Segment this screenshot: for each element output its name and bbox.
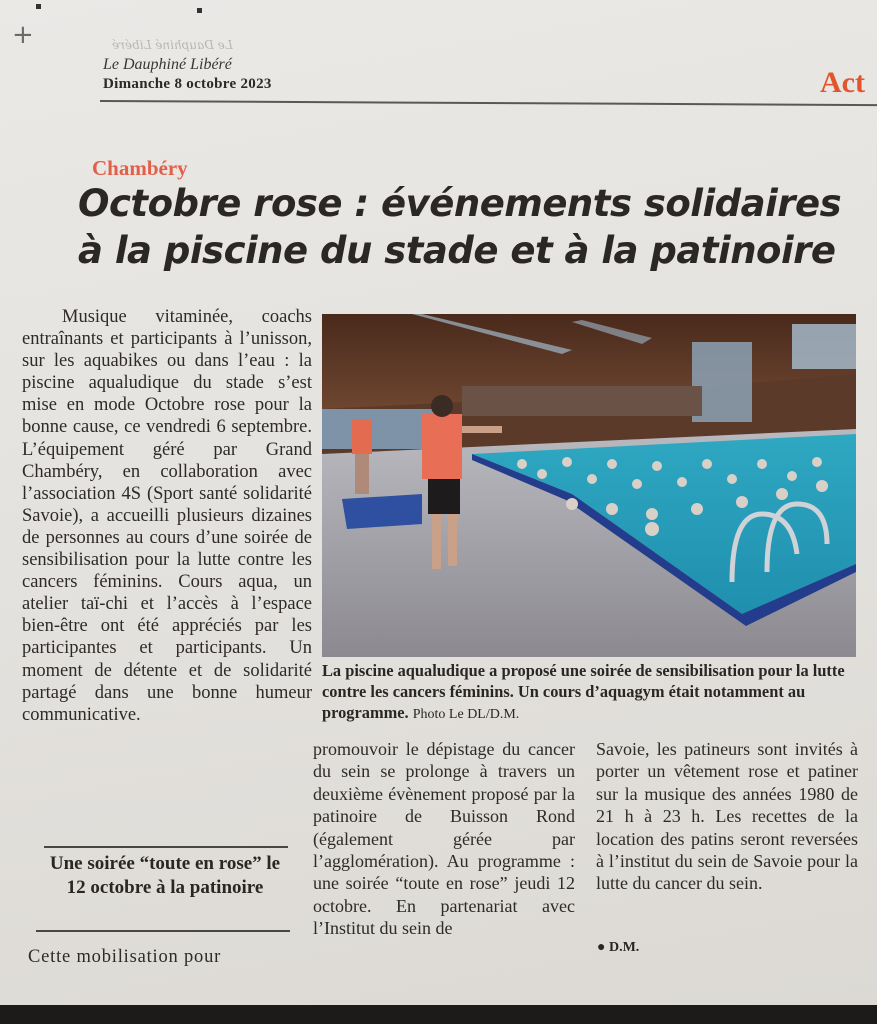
pool-photo: [322, 314, 856, 657]
photo-caption: [322, 660, 862, 725]
article-column-2: promouvoir le dépistage du cancer du sein se prolonge à travers un deuxième évènement proposé par la patinoire de Buisson Rond (également gérée par l’agglomération). Au programme : une soirée “toute en rose” jeudi 12 octobre. En partenariat avec l’Institut du sein de: [313, 739, 575, 939]
pool-photo-illustration: [322, 314, 856, 657]
bullet-icon: ●: [597, 940, 606, 955]
section-tag: Act: [820, 66, 865, 99]
issue-date: Dimanche 8 octobre 2023: [103, 76, 272, 92]
show-through-text: Le Dauphiné Libéré: [112, 38, 233, 52]
newspaper-name: Le Dauphiné Libéré: [103, 56, 232, 73]
author-signature: [597, 940, 639, 956]
subhead-rule-bottom: [36, 930, 290, 932]
photo-credit: Photo Le DL/D.M.: [412, 707, 520, 722]
article-column-1-tail: Cette mobilisation pour: [28, 947, 222, 967]
article-column-3: Savoie, les patineurs sont invités à porter un vêtement rose et patiner sur la musique des années 1980 de 21 h à 23 h. Les recettes de la location des patins seront reversées à l’institut du sein de Savoie pour la lutte du cancer du sein.: [596, 739, 858, 894]
article-column-1: Musique vitaminée, coachs entraînants et participants à l’unisson, sur les aquabikes ou dans l’eau : la piscine aqualudique du stade s’est mise en mode Octobre rose pour la bonne cause, ce vendredi 6 septembre. L’équipement géré par Grand Chambéry, en collaboration avec l’association 4S (Sport santé solidarité Savoie), a accueilli plusieurs dizaines de personnes au cours d’une soirée de sensibilisation pour la lutte contre les cancers féminins. Cours aqua, un atelier taï-chi et l’accès à l’espace bien-être ont été appréciés par les participantes et participants. Un moment de détente et de solidarité partagé dans une bonne humeur communicative.: [22, 307, 312, 725]
caption-text: La piscine aqualudique a proposé une soirée de sensibilisation pour la lutte contre les cancers féminins. Un cours d’aquagym était notamment au programme.: [322, 661, 845, 722]
table-edge: [0, 1005, 877, 1024]
article-headline: [78, 180, 868, 274]
subheading: Une soirée “toute en rose” le 12 octobre à la patinoire: [49, 853, 281, 898]
article-kicker: Chambéry: [92, 156, 188, 180]
headline-line-2: à la piscine du stade et à la patinoire: [78, 229, 836, 272]
ink-dot: [197, 8, 202, 13]
crosshair-mark-icon: +: [12, 20, 34, 50]
headline-line-1: Octobre rose : événements solidaires: [78, 182, 842, 225]
ink-dot: [36, 4, 41, 9]
masthead: [103, 56, 272, 93]
signature-text: D.M.: [608, 940, 640, 955]
subhead-rule-top: [44, 846, 288, 848]
